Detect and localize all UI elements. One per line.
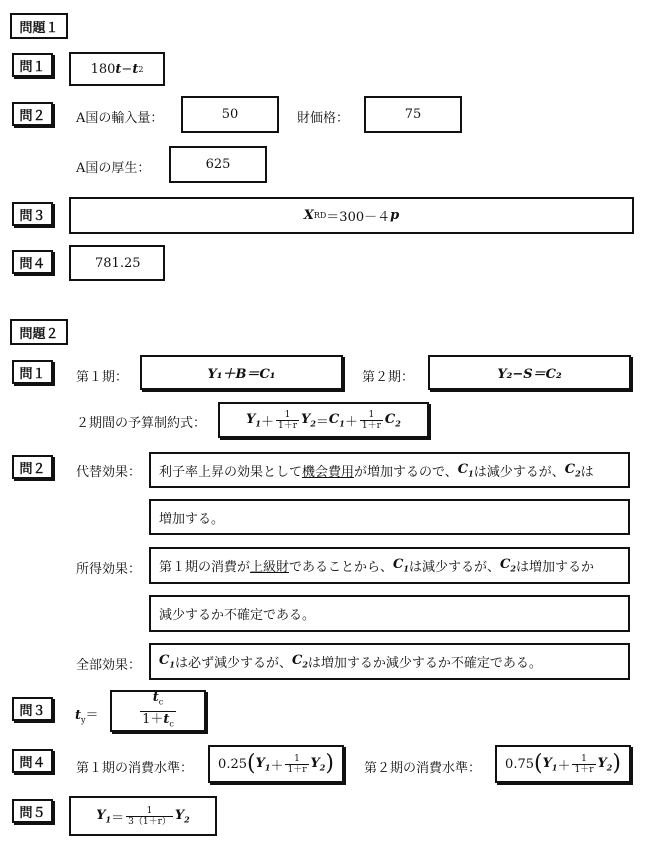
c2-level-box: 0.75 ( $Y_1$ ＋ $\frac{1}{1+r}$ $Y_2$ ) [495, 745, 631, 783]
answer-box-s1-q3 [69, 197, 634, 234]
question-label-s1-q1: 問１ [12, 53, 53, 77]
budget-frac-1: $\frac{1}{1+r}$ [278, 409, 298, 431]
tot-text-a: は必ず減少するが、 [174, 656, 292, 671]
sub-text-d: は [580, 464, 594, 480]
income-line1-box [149, 547, 630, 584]
budget-c2: $C_2$ [384, 411, 401, 429]
c1-y1: $Y_1$ [255, 755, 271, 773]
ty-fraction: $\frac{t_c}{1+t_c}$ [140, 690, 176, 732]
period1-equation-box [140, 355, 343, 390]
inc-underlined: 上級財 [250, 560, 290, 575]
price-value: 75 [404, 107, 422, 122]
answer-value: 781.25 [95, 255, 141, 271]
eq-sub-rd: RD [313, 211, 327, 220]
c1-paren-close: ) [325, 751, 334, 776]
c1-level-box: 0.25 ( $Y_1$ ＋ $\frac{1}{1+r}$ $Y_2$ ) [208, 745, 344, 783]
budget-equation-box: $Y_1$ ＋ $\frac{1}{1+r}$ $Y_2$ ＝ $C_1$ ＋ $\frac{1}{1+r}$ $C_2$ [218, 402, 429, 438]
eq-var-p: p [390, 208, 400, 223]
welfare-value-box [169, 146, 267, 183]
income-label: 所得効果： [76, 562, 142, 577]
c2-paren-close: ) [612, 751, 621, 776]
sub-text-a: 利子率上昇の効果として [159, 464, 303, 480]
inc-text-a: 第１期の消費が [159, 560, 251, 575]
answer-box-s1-q1 [69, 52, 165, 86]
import-value: 50 [221, 107, 239, 122]
answer-exponent: 2 [138, 64, 144, 74]
c1-paren-open: ( [247, 751, 256, 776]
c1-frac: $\frac{1}{1+r}$ [287, 753, 307, 775]
sub-c2: $C_2$ [564, 461, 581, 479]
ty-fraction-box [110, 690, 206, 732]
budget-y1: $Y_1$ [246, 411, 261, 429]
sub-text-c: は減少するが、 [473, 464, 565, 480]
total-label: 全部効果： [76, 658, 142, 673]
welfare-label: A国の厚生： [76, 161, 151, 176]
answer-box-s2-q5: $Y_1$ ＝ $\frac{1}{3(1+r)}$ $Y_2$ [69, 796, 217, 836]
income-line2-box [149, 595, 630, 632]
section-title-1: 問題１ [10, 13, 68, 39]
question-label-s1-q2: 問２ [12, 102, 53, 126]
answer-var-t2: t [132, 61, 139, 77]
substitution-line2-box [149, 499, 630, 535]
question-label-s2-q3: 問３ [12, 697, 53, 721]
inc-text-b: であることから、 [289, 560, 394, 575]
c1-coef: 0.25 [218, 756, 247, 772]
total-line-box [149, 643, 630, 680]
answer-box-s1-q4 [69, 245, 165, 281]
price-label: 財価格： [297, 111, 350, 126]
ty-lhs: $t_y=$ [75, 708, 99, 725]
c1-y2: $Y_2$ [310, 755, 326, 773]
budget-y2: $Y_2$ [301, 411, 316, 429]
sub-text-b: が増加するので、 [354, 464, 458, 480]
import-label: A国の輸入量： [76, 111, 164, 126]
budget-frac-2: $\frac{1}{1+r}$ [361, 409, 381, 431]
tot-c2: $C_2$ [291, 653, 308, 670]
eq-rest: ＝300－４ [326, 210, 391, 225]
sub-line2-text: 増加する。 [159, 511, 225, 527]
price-value-box [364, 96, 462, 133]
c2-level-label: 第２期の消費水準： [364, 761, 482, 776]
question-label-s1-q4: 問４ [12, 250, 53, 274]
question-label-s2-q2: 問２ [12, 455, 53, 479]
sub-underlined: 機会費用 [302, 464, 355, 480]
sub-c1: $C_1$ [457, 461, 474, 479]
inc-text-d: は増加するか [515, 560, 594, 575]
q5-y2: $Y_2$ [174, 807, 190, 825]
answer-base: 180 [90, 61, 116, 77]
c2-frac: $\frac{1}{1+r}$ [574, 753, 594, 775]
q5-frac: $\frac{1}{3(1+r)}$ [128, 805, 171, 827]
answer-var-t1: t [115, 61, 122, 77]
section-title-2: 問題２ [10, 319, 68, 345]
c1-level-label: 第１期の消費水準： [76, 761, 194, 776]
period2-label: 第２期： [362, 370, 415, 385]
c2-coef: 0.75 [505, 756, 534, 772]
eq-var-x: X [303, 208, 314, 223]
c2-y2: $Y_2$ [597, 755, 613, 773]
question-label-s1-q3: 問３ [12, 202, 53, 226]
period2-equation-box [428, 355, 631, 390]
question-label-s2-q5: 問５ [12, 799, 53, 823]
inc-c1: $C_1$ [393, 557, 409, 574]
tot-c1: $C_1$ [159, 653, 175, 670]
welfare-value: 625 [205, 157, 231, 172]
tot-text-b: は増加するか減少するか不確定である。 [307, 656, 542, 671]
question-label-s2-q4: 問４ [12, 749, 53, 773]
budget-c1: $C_1$ [328, 411, 345, 429]
period2-equation: Y₂−S＝C₂ [497, 367, 562, 382]
inc-text-c: は減少するが、 [408, 560, 500, 575]
period1-equation: Y₁＋B＝C₁ [207, 367, 276, 382]
period1-label: 第１期： [76, 370, 129, 385]
inc-line2-text: 減少するか不確定である。 [159, 608, 316, 623]
budget-label: ２期間の予算制約式： [76, 416, 207, 431]
substitution-label: 代替効果： [76, 465, 142, 480]
answer-minus: − [121, 61, 133, 77]
question-label-s2-q1: 問１ [12, 360, 53, 384]
q5-y1: $Y_1$ [96, 807, 112, 825]
c2-y1: $Y_1$ [542, 755, 558, 773]
c2-paren-open: ( [534, 751, 543, 776]
inc-c2: $C_2$ [500, 557, 516, 574]
import-value-box [181, 96, 279, 133]
substitution-line1-box [149, 452, 630, 488]
